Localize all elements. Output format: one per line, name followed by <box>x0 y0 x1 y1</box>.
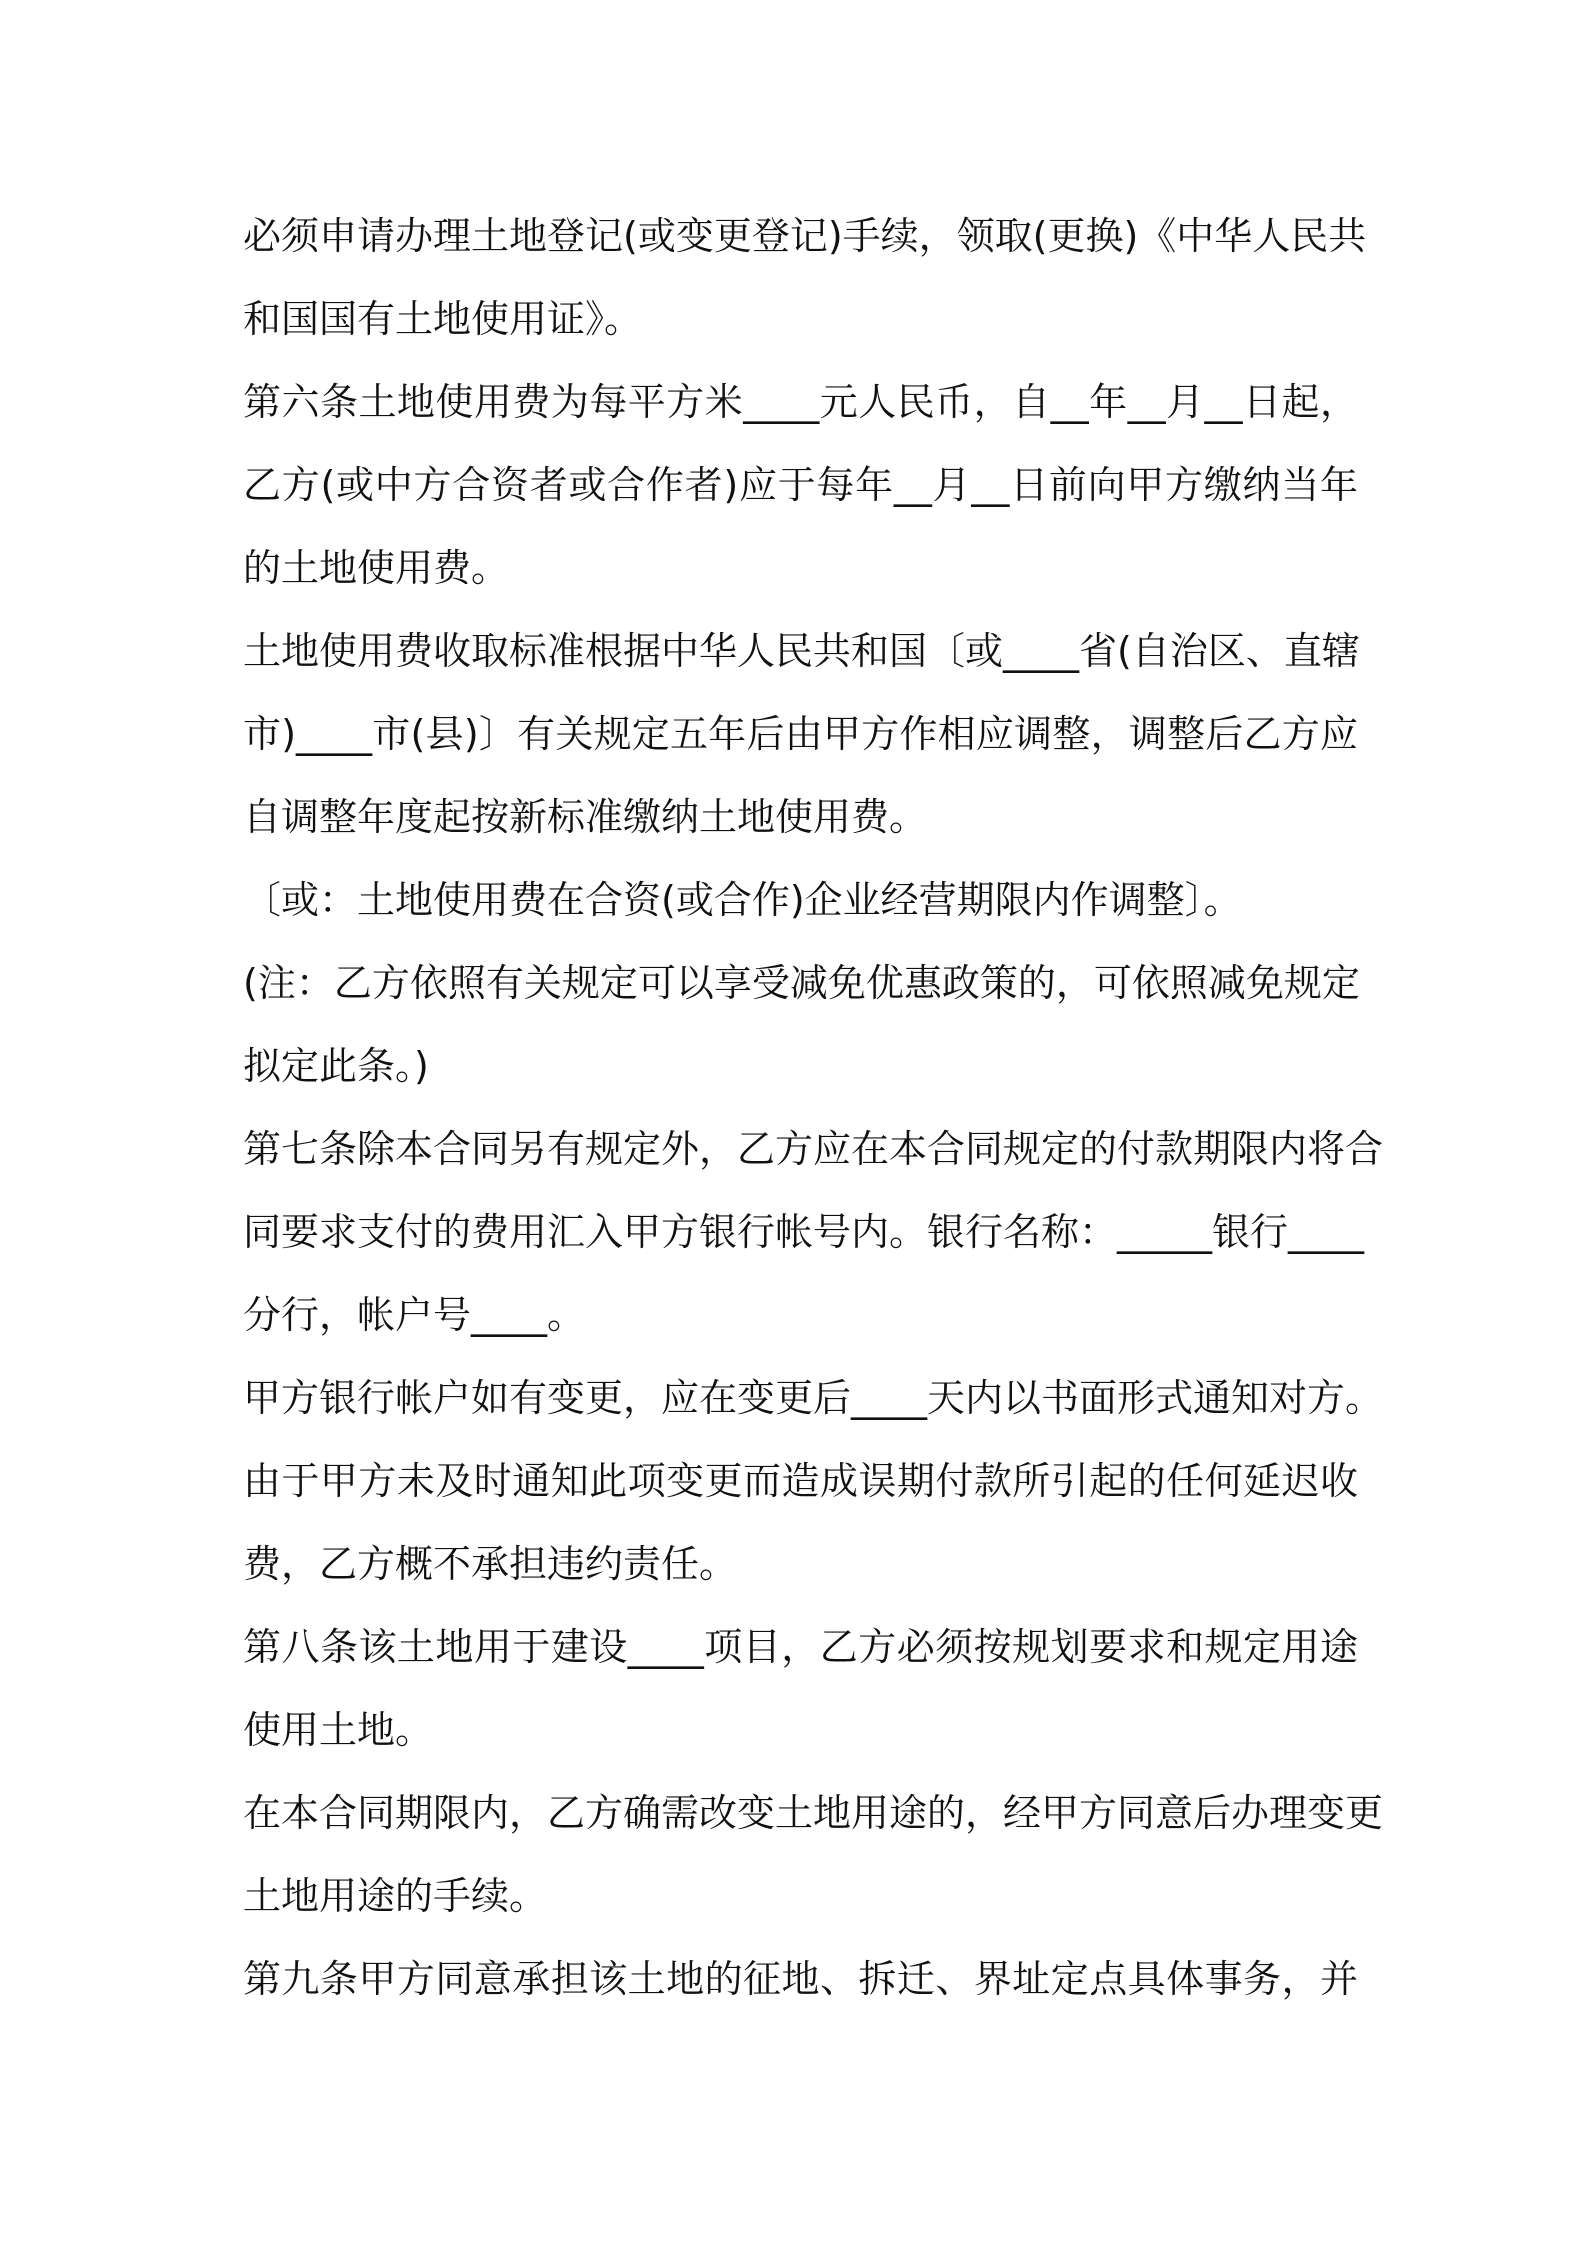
text-line-13: 同要求支付的费用汇入甲方银行帐号内。银行名称：_____银行____ <box>243 1210 1365 1254</box>
text-line-20: 在本合同期限内，乙方确需改变土地用途的，经甲方同意后办理变更 <box>243 1791 1384 1835</box>
text-line-8: 自调整年度起按新标准缴纳土地使用费。 <box>243 795 928 839</box>
text-line-1: 必须申请办理土地登记(或变更登记)手续，领取(更换)《中华人民共 <box>243 214 1367 258</box>
text-line-3: 第六条土地使用费为每平方米____元人民币，自__年__月__日起， <box>243 380 1358 424</box>
text-line-19: 使用土地。 <box>243 1708 434 1752</box>
text-line-4: 乙方(或中方合资者或合作者)应于每年__月__日前向甲方缴纳当年 <box>243 463 1358 507</box>
text-line-5: 的土地使用费。 <box>243 546 510 590</box>
text-line-12: 第七条除本合同另有规定外，乙方应在本合同规定的付款期限内将合 <box>243 1127 1384 1171</box>
text-line-16: 由于甲方未及时通知此项变更而造成误期付款所引起的任何延迟收 <box>243 1459 1358 1503</box>
text-line-6: 土地使用费收取标准根据中华人民共和国〔或____省(自治区、直辖 <box>243 629 1360 673</box>
text-line-18: 第八条该土地用于建设____项目，乙方必须按规划要求和规定用途 <box>243 1625 1358 1669</box>
text-line-9: 〔或：土地使用费在合资(或合作)企业经营期限内作调整〕。 <box>243 878 1242 922</box>
text-line-2: 和国国有土地使用证》。 <box>243 297 643 341</box>
text-line-10: (注：乙方依照有关规定可以享受减免优惠政策的，可依照减免规定 <box>243 961 1360 1005</box>
text-line-14: 分行，帐户号____。 <box>243 1293 586 1337</box>
text-line-15: 甲方银行帐户如有变更，应在变更后____天内以书面形式通知对方。 <box>243 1376 1384 1420</box>
text-line-21: 土地用途的手续。 <box>243 1874 548 1918</box>
document-body <box>243 195 1384 2021</box>
text-line-22: 第九条甲方同意承担该土地的征地、拆迁、界址定点具体事务，并 <box>243 1957 1358 2001</box>
text-line-17: 费，乙方概不承担违约责任。 <box>243 1542 738 1586</box>
text-line-11: 拟定此条。) <box>243 1044 429 1088</box>
text-line-7: 市)____市(县)〕有关规定五年后由甲方作相应调整，调整后乙方应 <box>243 712 1358 756</box>
